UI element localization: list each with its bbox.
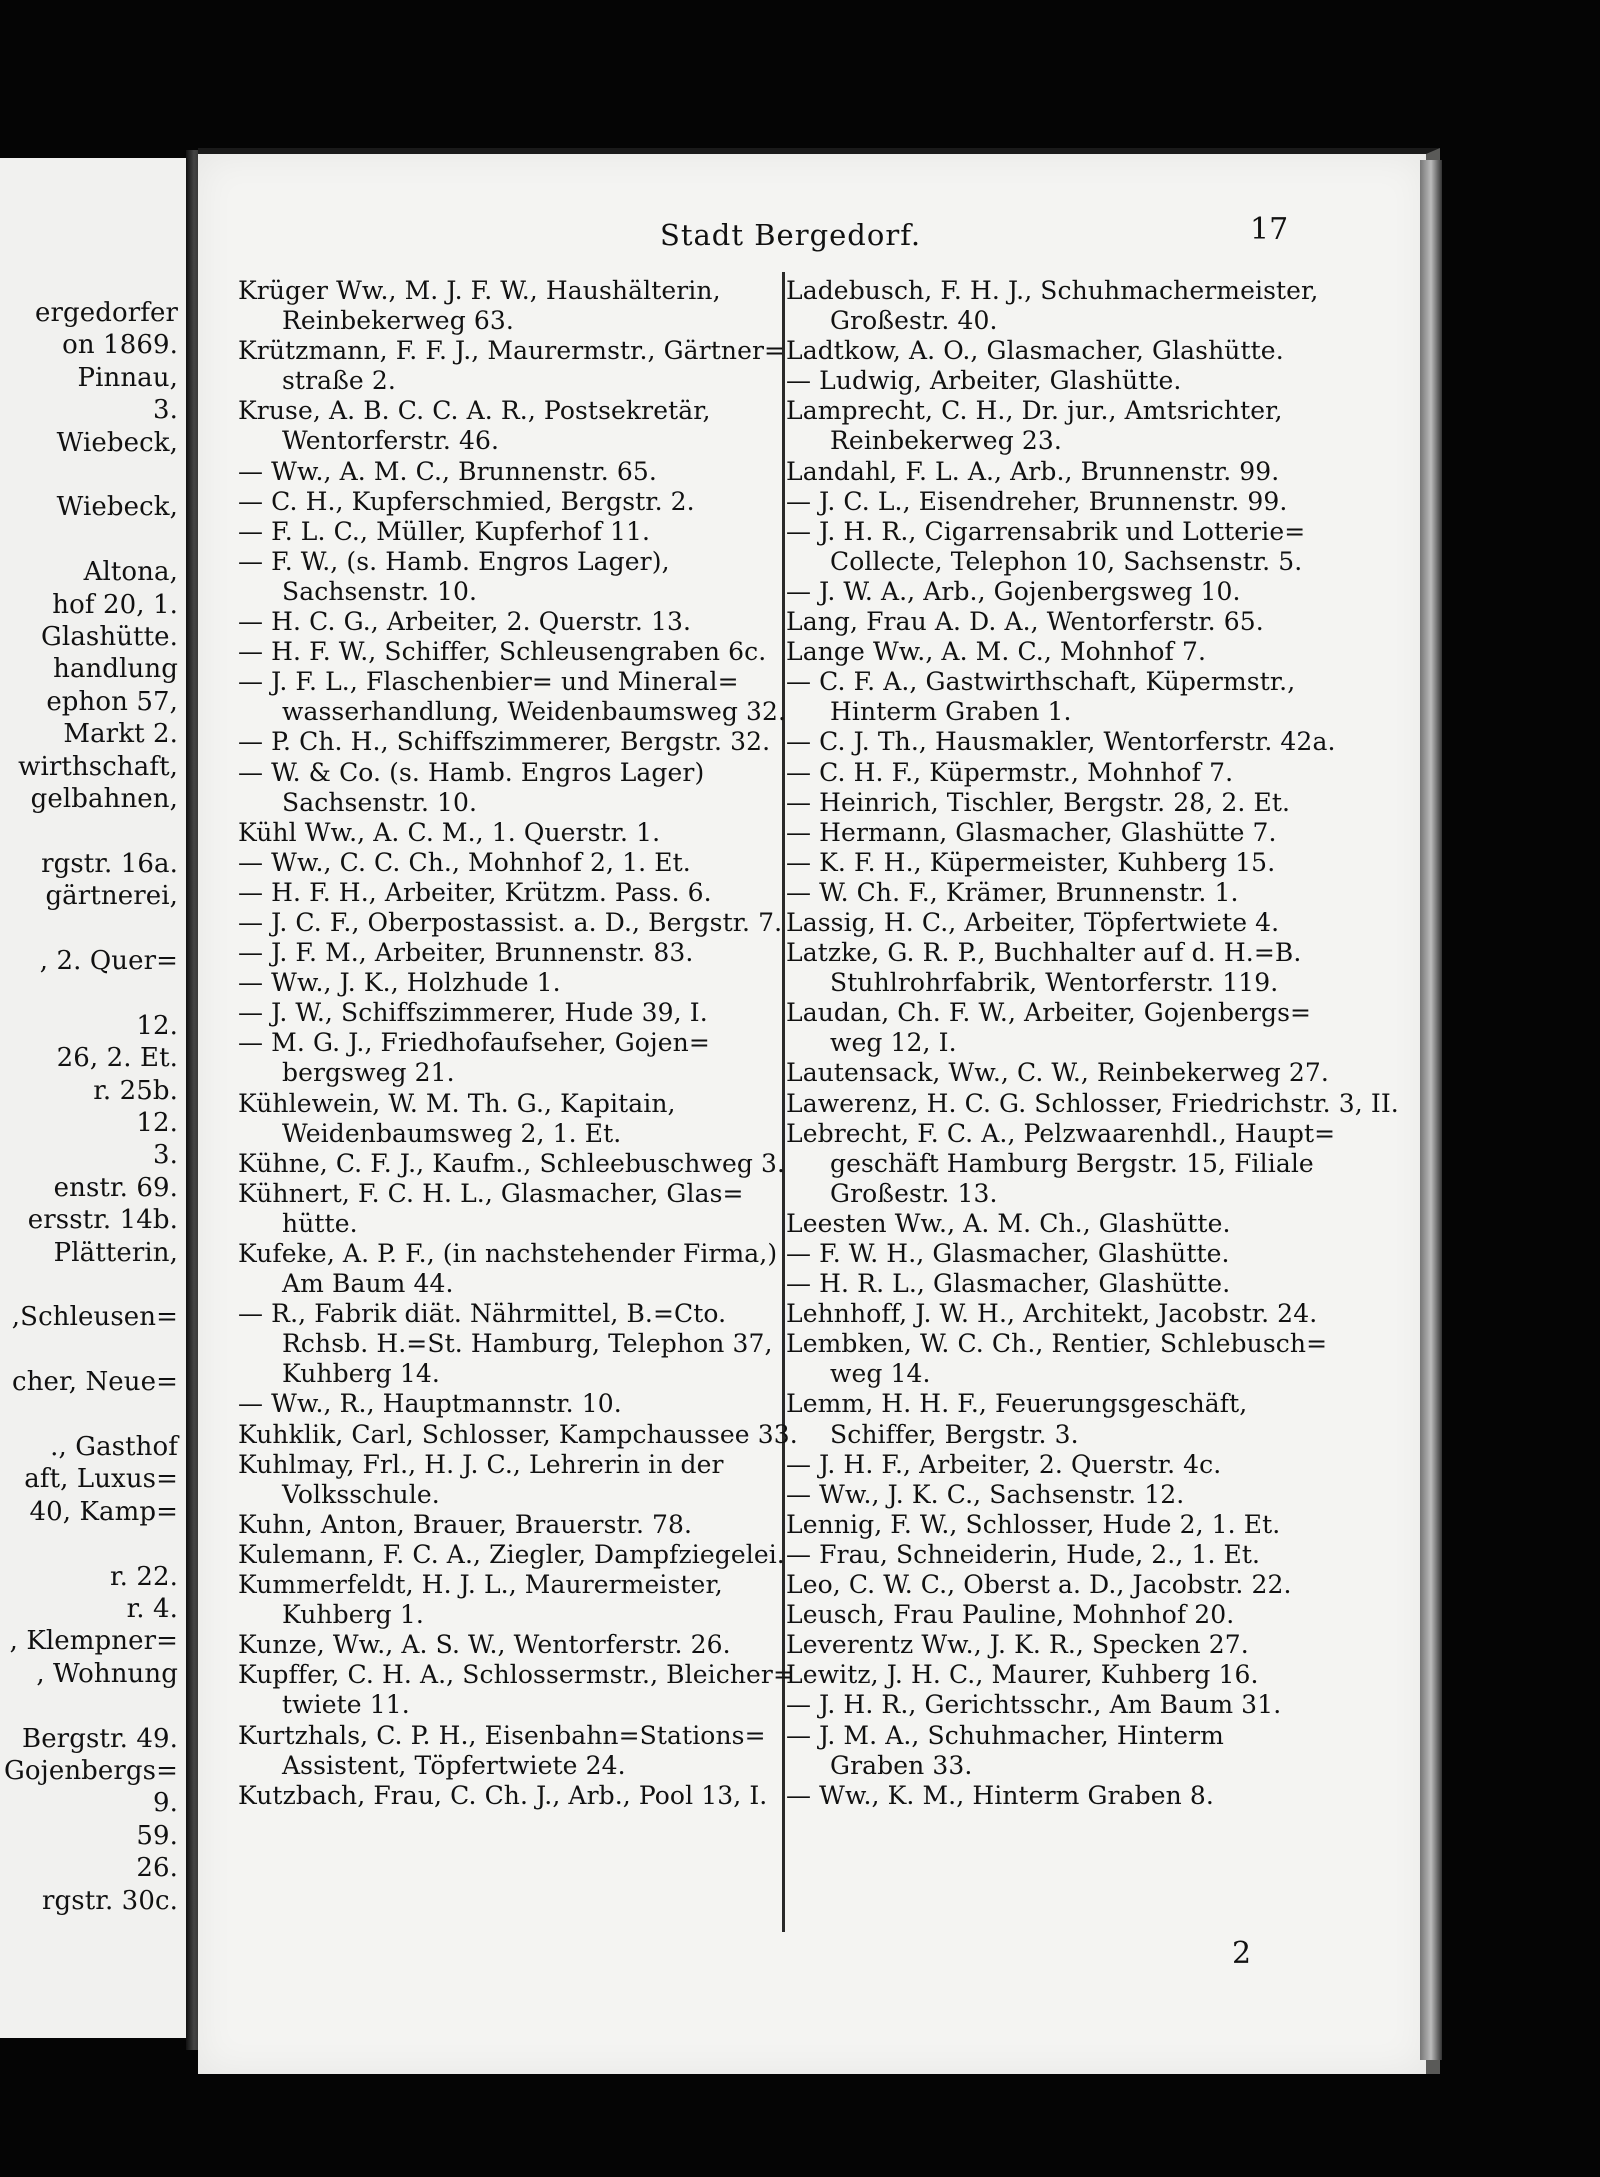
entry-line: Lebrecht, F. C. A., Pelzwaarenhdl., Haupt=	[786, 1118, 1336, 1148]
directory-entry	[238, 396, 798, 456]
entry-line: — Ww., J. K., Holzhude 1.	[238, 968, 561, 998]
entry-line: Kurtzhals, C. P. H., Eisenbahn=Stations=	[238, 1720, 766, 1750]
directory-entry	[238, 1149, 798, 1179]
entry-line: — Ww., K. M., Hinterm Graben 8.	[786, 1780, 1214, 1810]
entry-line: Lamprecht, C. H., Dr. jur., Amtsrichter,	[786, 396, 1283, 426]
entry-line: — J. C. F., Oberpostassist. a. D., Bergstr. 7.	[238, 907, 783, 937]
directory-entry	[786, 758, 1316, 788]
entry-continuation-line: Assistent, Töpfertwiete 24.	[282, 1750, 626, 1780]
directory-entry	[786, 908, 1316, 938]
entry-line: Lawerenz, H. C. G. Schlosser, Friedrichstr. 3, II.	[786, 1088, 1399, 1118]
directory-entry	[786, 336, 1316, 366]
directory-entry	[786, 1660, 1316, 1690]
left-fragment-line: ergedorfer	[34, 298, 178, 328]
directory-entry	[786, 998, 1316, 1058]
entry-line: — Hermann, Glasmacher, Glashütte 7.	[786, 817, 1277, 847]
directory-entry	[238, 457, 798, 487]
entry-continuation-line: Volksschule.	[282, 1479, 440, 1509]
entry-line: — F. W., (s. Hamb. Engros Lager),	[238, 546, 670, 576]
directory-entry	[786, 457, 1316, 487]
entry-line: — C. H., Kupferschmied, Bergstr. 2.	[238, 486, 695, 516]
entry-continuation-line: Sachsenstr. 10.	[282, 787, 478, 817]
directory-entry	[238, 848, 798, 878]
entry-continuation-line: Kuhberg 14.	[282, 1359, 440, 1389]
entry-continuation-line: weg 12, I.	[830, 1028, 957, 1058]
directory-entry	[786, 517, 1316, 577]
directory-entry	[238, 1540, 798, 1570]
directory-entry	[786, 1269, 1316, 1299]
entry-line: Kummerfeldt, H. J. L., Maurermeister,	[238, 1570, 723, 1600]
left-fragment-line: rgstr. 30c.	[42, 1885, 178, 1916]
left-fragment-line: , 2. Quer=	[39, 946, 178, 976]
left-fragment-line: Plätterin,	[53, 1237, 178, 1268]
directory-entry	[786, 1389, 1316, 1449]
directory-entry	[238, 1721, 798, 1781]
entry-line: — H. F. W., Schiffer, Schleusengraben 6c.	[238, 637, 767, 667]
left-fragment-line: r. 22.	[109, 1561, 178, 1592]
entry-line: — P. Ch. H., Schiffszimmerer, Bergstr. 32.	[238, 727, 771, 757]
left-fragment-line: Bergstr. 49.	[21, 1723, 178, 1754]
entry-line: Lembken, W. C. Ch., Rentier, Schlebusch=	[786, 1329, 1328, 1359]
directory-entry	[238, 667, 798, 727]
entry-line: Lehnhoff, J. W. H., Architekt, Jacobstr. 24.	[786, 1299, 1318, 1329]
left-fragment-line: 40, Kamp=	[29, 1496, 178, 1527]
directory-column-right	[786, 276, 1399, 1811]
directory-entry	[786, 1690, 1316, 1720]
directory-entry	[786, 1540, 1316, 1570]
directory-entry	[786, 788, 1316, 818]
directory-entry	[786, 1781, 1316, 1811]
directory-entry	[786, 487, 1316, 517]
directory-entry	[786, 1299, 1316, 1329]
directory-entry	[238, 1299, 798, 1389]
left-fragment-line: wirthschaft,	[18, 751, 178, 782]
entry-line: Kutzbach, Frau, C. Ch. J., Arb., Pool 13, I.	[238, 1780, 768, 1810]
entry-continuation-line: straße 2.	[282, 366, 396, 396]
entry-line: — C. H. F., Küpermstr., Mohnhof 7.	[786, 757, 1234, 787]
entry-line: — J. W. A., Arb., Gojenbergsweg 10.	[786, 576, 1241, 606]
directory-entry	[786, 1118, 1336, 1209]
directory-entry	[786, 1570, 1316, 1600]
entry-line: Leo, C. W. C., Oberst a. D., Jacobstr. 22.	[786, 1570, 1292, 1600]
entry-continuation-line: twiete 11.	[282, 1690, 410, 1720]
entry-continuation-line: hütte.	[282, 1208, 358, 1238]
entry-line: — H. C. G., Arbeiter, 2. Querstr. 13.	[238, 607, 692, 637]
entry-line: Kunze, Ww., A. S. W., Wentorferstr. 26.	[238, 1630, 731, 1660]
entry-line: Kühl Ww., A. C. M., 1. Querstr. 1.	[238, 817, 661, 847]
left-fragment-line: 3.	[152, 395, 178, 426]
entry-line: Latzke, G. R. P., Buchhalter auf d. H.=B.	[786, 938, 1302, 968]
left-fragment-line: r. 4.	[126, 1594, 178, 1624]
entry-line: — K. F. H., Küpermeister, Kuhberg 15.	[786, 847, 1276, 877]
entry-line: Kuhlmay, Frl., H. J. C., Lehrerin in der	[238, 1449, 724, 1479]
entry-continuation-line: Wentorferstr. 46.	[282, 426, 500, 456]
entry-continuation-line: Weidenbaumsweg 2, 1. Et.	[282, 1118, 622, 1148]
directory-entry	[238, 878, 798, 908]
directory-entry	[238, 818, 798, 848]
entry-continuation-line: Schiffer, Bergstr. 3.	[830, 1419, 1079, 1449]
entry-line: — Frau, Schneiderin, Hude, 2., 1. Et.	[786, 1539, 1261, 1569]
entry-line: — J. W., Schiffszimmerer, Hude 39, I.	[238, 998, 708, 1028]
directory-entry	[786, 1058, 1329, 1088]
directory-entry	[786, 1510, 1316, 1540]
entry-line: — R., Fabrik diät. Nährmittel, B.=Cto.	[238, 1299, 727, 1329]
directory-entry	[238, 998, 798, 1028]
entry-line: — F. L. C., Müller, Kupferhof 11.	[238, 516, 651, 546]
left-fragment-line: on 1869.	[62, 330, 178, 361]
left-fragment-line: aft, Luxus=	[24, 1464, 178, 1495]
left-fragment-line: enstr. 69.	[53, 1172, 178, 1203]
entry-line: Lewitz, J. H. C., Maurer, Kuhberg 16.	[786, 1660, 1259, 1690]
directory-entry	[786, 727, 1336, 757]
entry-line: Kulemann, F. C. A., Ziegler, Dampfziegelei.	[238, 1539, 785, 1569]
entry-line: Lange Ww., A. M. C., Mohnhof 7.	[786, 637, 1206, 667]
left-fragment-line: 12.	[136, 1010, 178, 1041]
entry-continuation-line: Reinbekerweg 63.	[282, 306, 514, 336]
left-fragment-line: gärtnerei,	[45, 881, 178, 912]
entry-continuation-line: Sachsenstr. 10.	[282, 576, 478, 606]
entry-line: Lautensack, Ww., C. W., Reinbekerweg 27.	[786, 1058, 1329, 1088]
entry-line: — Ww., C. C. Ch., Mohnhof 2, 1. Et.	[238, 847, 691, 877]
entry-continuation-line: Collecte, Telephon 10, Sachsenstr. 5.	[830, 546, 1303, 576]
directory-entry	[238, 517, 798, 547]
entry-line: — J. C. L., Eisendreher, Brunnenstr. 99.	[786, 486, 1288, 516]
entry-line: — C. F. A., Gastwirthschaft, Küpermstr.,	[786, 667, 1296, 697]
entry-line: Lassig, H. C., Arbeiter, Töpfertwiete 4.	[786, 907, 1280, 937]
entry-line: Kuhklik, Carl, Schlosser, Kampchaussee 33.	[238, 1419, 798, 1449]
left-fragment-line: r. 25b.	[93, 1075, 178, 1106]
entry-line: — J. H. F., Arbeiter, 2. Querstr. 4c.	[786, 1449, 1222, 1479]
left-fragment-line: handlung	[53, 654, 178, 685]
directory-entry	[786, 1721, 1316, 1781]
directory-entry	[786, 1329, 1328, 1389]
directory-entry	[238, 1089, 798, 1149]
entry-line: Landahl, F. L. A., Arb., Brunnenstr. 99.	[786, 456, 1280, 486]
left-fragment-line: Wiebeck,	[56, 492, 178, 523]
directory-entry	[238, 1389, 798, 1419]
directory-entry	[238, 1179, 798, 1239]
entry-line: — J. M. A., Schuhmacher, Hinterm	[786, 1720, 1224, 1750]
directory-entry	[786, 1450, 1316, 1480]
left-fragment-line: 26.	[136, 1853, 178, 1884]
entry-continuation-line: Graben 33.	[830, 1750, 973, 1780]
directory-entry	[238, 1510, 798, 1540]
left-fragment-line: cher, Neue=	[12, 1367, 178, 1398]
entry-line: Kufeke, A. P. F., (in nachstehender Firma,)	[238, 1239, 778, 1268]
entry-line: Leverentz Ww., J. K. R., Specken 27.	[786, 1630, 1249, 1660]
entry-continuation-line: weg 14.	[830, 1359, 931, 1389]
directory-entry	[238, 637, 798, 667]
entry-continuation-line: Großestr. 13.	[830, 1178, 998, 1208]
entry-continuation-line: Am Baum 44.	[282, 1269, 454, 1299]
directory-entry	[786, 878, 1316, 908]
left-fragment-line: Altona,	[83, 557, 178, 588]
directory-entry	[786, 1209, 1316, 1239]
entry-line: Kühnert, F. C. H. L., Glasmacher, Glas=	[238, 1178, 744, 1208]
entry-line: Krützmann, F. F. J., Maurermstr., Gärtner=	[238, 336, 786, 366]
entry-line: — Heinrich, Tischler, Bergstr. 28, 2. Et.	[786, 787, 1291, 817]
entry-continuation-line: Hinterm Graben 1.	[830, 697, 1072, 727]
left-fragment-line: Pinnau,	[77, 362, 178, 393]
directory-entry	[238, 1450, 798, 1510]
left-fragment-line: Glashütte.	[41, 622, 178, 652]
entry-line: Kühlewein, W. M. Th. G., Kapitain,	[238, 1088, 676, 1118]
entry-line: — Ww., R., Hauptmannstr. 10.	[238, 1389, 622, 1419]
directory-entry	[238, 758, 798, 818]
left-fragment-line: rgstr. 16a.	[41, 848, 178, 879]
directory-entry	[238, 547, 798, 607]
left-fragment-line: 59.	[136, 1820, 178, 1851]
directory-entry	[786, 637, 1316, 667]
directory-entry	[238, 727, 798, 757]
entry-line: — H. R. L., Glasmacher, Glashütte.	[786, 1269, 1231, 1299]
directory-entry	[238, 607, 798, 637]
entry-line: — F. W. H., Glasmacher, Glashütte.	[786, 1239, 1230, 1268]
entry-line: Laudan, Ch. F. W., Arbeiter, Gojenbergs=	[786, 998, 1312, 1028]
entry-line: — J. F. L., Flaschenbier= und Mineral=	[238, 667, 739, 697]
left-fragment-line: ersstr. 14b.	[27, 1205, 178, 1236]
directory-entry	[238, 487, 798, 517]
directory-entry	[786, 818, 1316, 848]
entry-line: Leusch, Frau Pauline, Mohnhof 20.	[786, 1600, 1235, 1630]
entry-line: Ladtkow, A. O., Glasmacher, Glashütte.	[786, 336, 1284, 366]
left-fragment-line: ,Schleusen=	[11, 1302, 178, 1333]
entry-line: — Ww., J. K. C., Sachsenstr. 12.	[786, 1479, 1185, 1509]
entry-continuation-line: Kuhberg 1.	[282, 1600, 424, 1630]
sheet-signature: 2	[1232, 1936, 1252, 1971]
directory-entry	[238, 1420, 798, 1450]
directory-entry	[786, 848, 1316, 878]
directory-column-left	[238, 276, 798, 1811]
directory-entry	[238, 1630, 798, 1660]
entry-continuation-line: wasserhandlung, Weidenbaumsweg 32.	[282, 697, 787, 727]
entry-line: — J. F. M., Arbeiter, Brunnenstr. 83.	[238, 938, 694, 968]
directory-entry	[786, 1239, 1316, 1269]
entry-line: Lennig, F. W., Schlosser, Hude 2, 1. Et.	[786, 1509, 1281, 1539]
directory-entry	[786, 396, 1316, 456]
left-page-fragment	[0, 158, 190, 2038]
entry-line: — J. H. R., Gerichtsschr., Am Baum 31.	[786, 1690, 1282, 1720]
entry-line: Leesten Ww., A. M. Ch., Glashütte.	[786, 1208, 1231, 1238]
left-fragment-line: hof 20, 1.	[52, 589, 178, 620]
entry-line: — Ludwig, Arbeiter, Glashütte.	[786, 366, 1182, 396]
directory-entry	[238, 1028, 798, 1088]
left-fragment-line: gelbahnen,	[30, 784, 178, 814]
directory-entry	[238, 1570, 798, 1630]
entry-line: — M. G. J., Friedhofaufseher, Gojen=	[238, 1028, 710, 1058]
left-fragment-line: 12.	[136, 1108, 178, 1138]
directory-entry	[238, 1660, 798, 1720]
entry-continuation-line: Großestr. 40.	[830, 306, 998, 336]
left-fragment-line: , Wohnung	[36, 1658, 178, 1689]
entry-line: — Ww., A. M. C., Brunnenstr. 65.	[238, 456, 657, 486]
left-fragment-line: Gojenbergs=	[4, 1756, 178, 1786]
left-fragment-line: Markt 2.	[63, 719, 178, 750]
entry-continuation-line: Reinbekerweg 23.	[830, 426, 1062, 456]
entry-line: — W. & Co. (s. Hamb. Engros Lager)	[238, 757, 705, 787]
entry-line: Kruse, A. B. C. C. A. R., Postsekretär,	[238, 396, 711, 426]
entry-line: Lemm, H. H. F., Feuerungsgeschäft,	[786, 1389, 1248, 1419]
directory-entry	[786, 366, 1316, 396]
entry-continuation-line: bergsweg 21.	[282, 1058, 455, 1088]
directory-entry	[786, 577, 1316, 607]
directory-entry	[238, 276, 798, 336]
entry-continuation-line: Rchsb. H.=St. Hamburg, Telephon 37,	[282, 1329, 773, 1359]
directory-entry	[786, 1480, 1316, 1510]
left-fragment-line: , Klempner=	[9, 1626, 178, 1657]
entry-continuation-line: geschäft Hamburg Bergstr. 15, Filiale	[830, 1148, 1314, 1178]
directory-entry	[238, 968, 798, 998]
directory-entry	[238, 336, 798, 396]
page-header-title: Stadt Bergedorf.	[660, 218, 922, 252]
entry-line: Kühne, C. F. J., Kaufm., Schleebuschweg 3.	[238, 1148, 786, 1178]
entry-continuation-line: Stuhlrohrfabrik, Wentorferstr. 119.	[830, 968, 1279, 998]
left-fragment-line: 26, 2. Et.	[56, 1043, 178, 1074]
entry-line: — C. J. Th., Hausmakler, Wentorferstr. 42a.	[786, 727, 1336, 757]
entry-line: Kupffer, C. H. A., Schlossermstr., Bleicher=	[238, 1660, 795, 1690]
directory-entry	[786, 1630, 1316, 1660]
left-fragment-line: Wiebeck,	[56, 427, 178, 458]
directory-entry	[238, 1781, 798, 1811]
directory-entry	[786, 607, 1316, 637]
entry-line: Lang, Frau A. D. A., Wentorferstr. 65.	[786, 607, 1264, 637]
directory-entry	[786, 1088, 1399, 1119]
directory-entry	[786, 276, 1319, 336]
left-fragment-line: 3.	[152, 1140, 178, 1171]
left-fragment-line: ., Gasthof	[50, 1432, 178, 1462]
page-number: 17	[1250, 212, 1289, 247]
entry-line: Ladebusch, F. H. J., Schuhmachermeister,	[786, 276, 1319, 305]
directory-entry	[238, 1239, 798, 1299]
entry-line: — J. H. R., Cigarrensabrik und Lotterie=	[786, 516, 1306, 546]
entry-line: Kuhn, Anton, Brauer, Brauerstr. 78.	[238, 1509, 693, 1539]
entry-line: — W. Ch. F., Krämer, Brunnenstr. 1.	[786, 877, 1239, 907]
entry-line: Krüger Ww., M. J. F. W., Haushälterin,	[238, 276, 721, 305]
directory-entry	[786, 1600, 1316, 1630]
left-fragment-line: ephon 57,	[46, 686, 178, 717]
entry-line: — H. F. H., Arbeiter, Krützm. Pass. 6.	[238, 877, 712, 907]
page-edge	[1420, 160, 1442, 2060]
directory-entry	[786, 938, 1316, 998]
directory-entry	[238, 908, 798, 938]
directory-entry	[238, 938, 798, 968]
left-fragment-line: 9.	[152, 1788, 178, 1819]
directory-entry	[786, 667, 1316, 727]
